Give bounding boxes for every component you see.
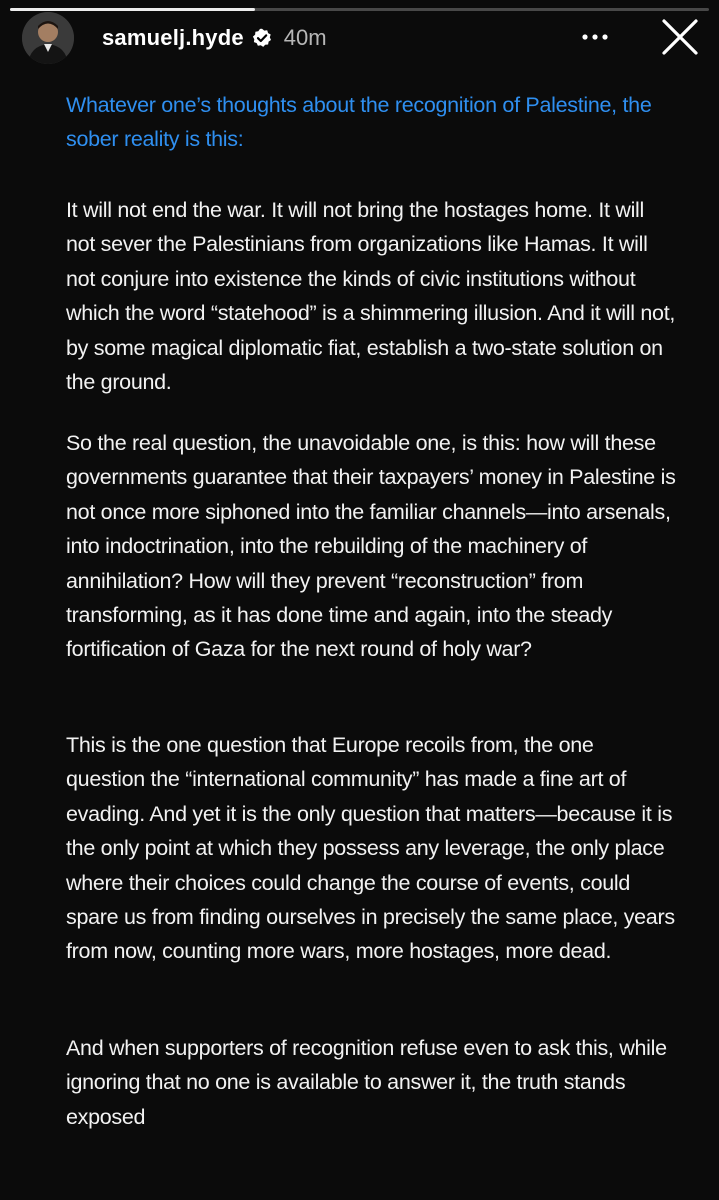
story-intro-text: Whatever one’s thoughts about the recognition of Palestine, the sober reality is this: (66, 93, 652, 152)
post-timestamp: 40m (283, 25, 327, 50)
story-paragraph-4: And when supporters of recognition refuse even to ask this, while ignoring that no one is available to answer it, the truth stands exposed (66, 1036, 667, 1129)
more-options-icon (581, 33, 609, 41)
close-button[interactable] (655, 12, 705, 62)
avatar-image (22, 12, 74, 64)
username[interactable]: samuelj.hyde (102, 25, 244, 50)
story-progress-bar (10, 8, 709, 11)
story-paragraph-3: This is the one question that Europe recoils from, the one question the “international community” has made a fine art of evading. And yet it is the only question that matters—because it is the only point at which they possess any leverage, the only place where their choices could change the course of events, could spare us from finding ourselves in precisely the same place, years from now, counting more wars, more hostages, more dead. (66, 733, 675, 964)
more-options-button[interactable] (570, 12, 620, 62)
verified-badge-icon (252, 28, 272, 48)
avatar[interactable] (22, 12, 74, 64)
story-paragraph-2: So the real question, the unavoidable one, is this: how will these governments guarantee that their taxpayers’ money in Palestine is not once more siphoned into the familiar channels—into arsenals, into indoctrination, into the rebuilding of the machinery of annihilation? How will they prevent “reconstruction” from transforming, as it has done time and again, into the steady fortification of Gaza for the next round of holy war? (66, 431, 676, 662)
close-icon (661, 18, 699, 56)
story-paragraph-1: It will not end the war. It will not bring the hostages home. It will not sever the Palestinians from organizations like Hamas. It will not conjure into existence the kinds of civic institutions without which the word “statehood” is a shimmering illusion. And it will not, by some magical diplomatic fiat, establish a two-state solution on the ground. (66, 198, 676, 395)
story-progress-fill (10, 8, 255, 11)
